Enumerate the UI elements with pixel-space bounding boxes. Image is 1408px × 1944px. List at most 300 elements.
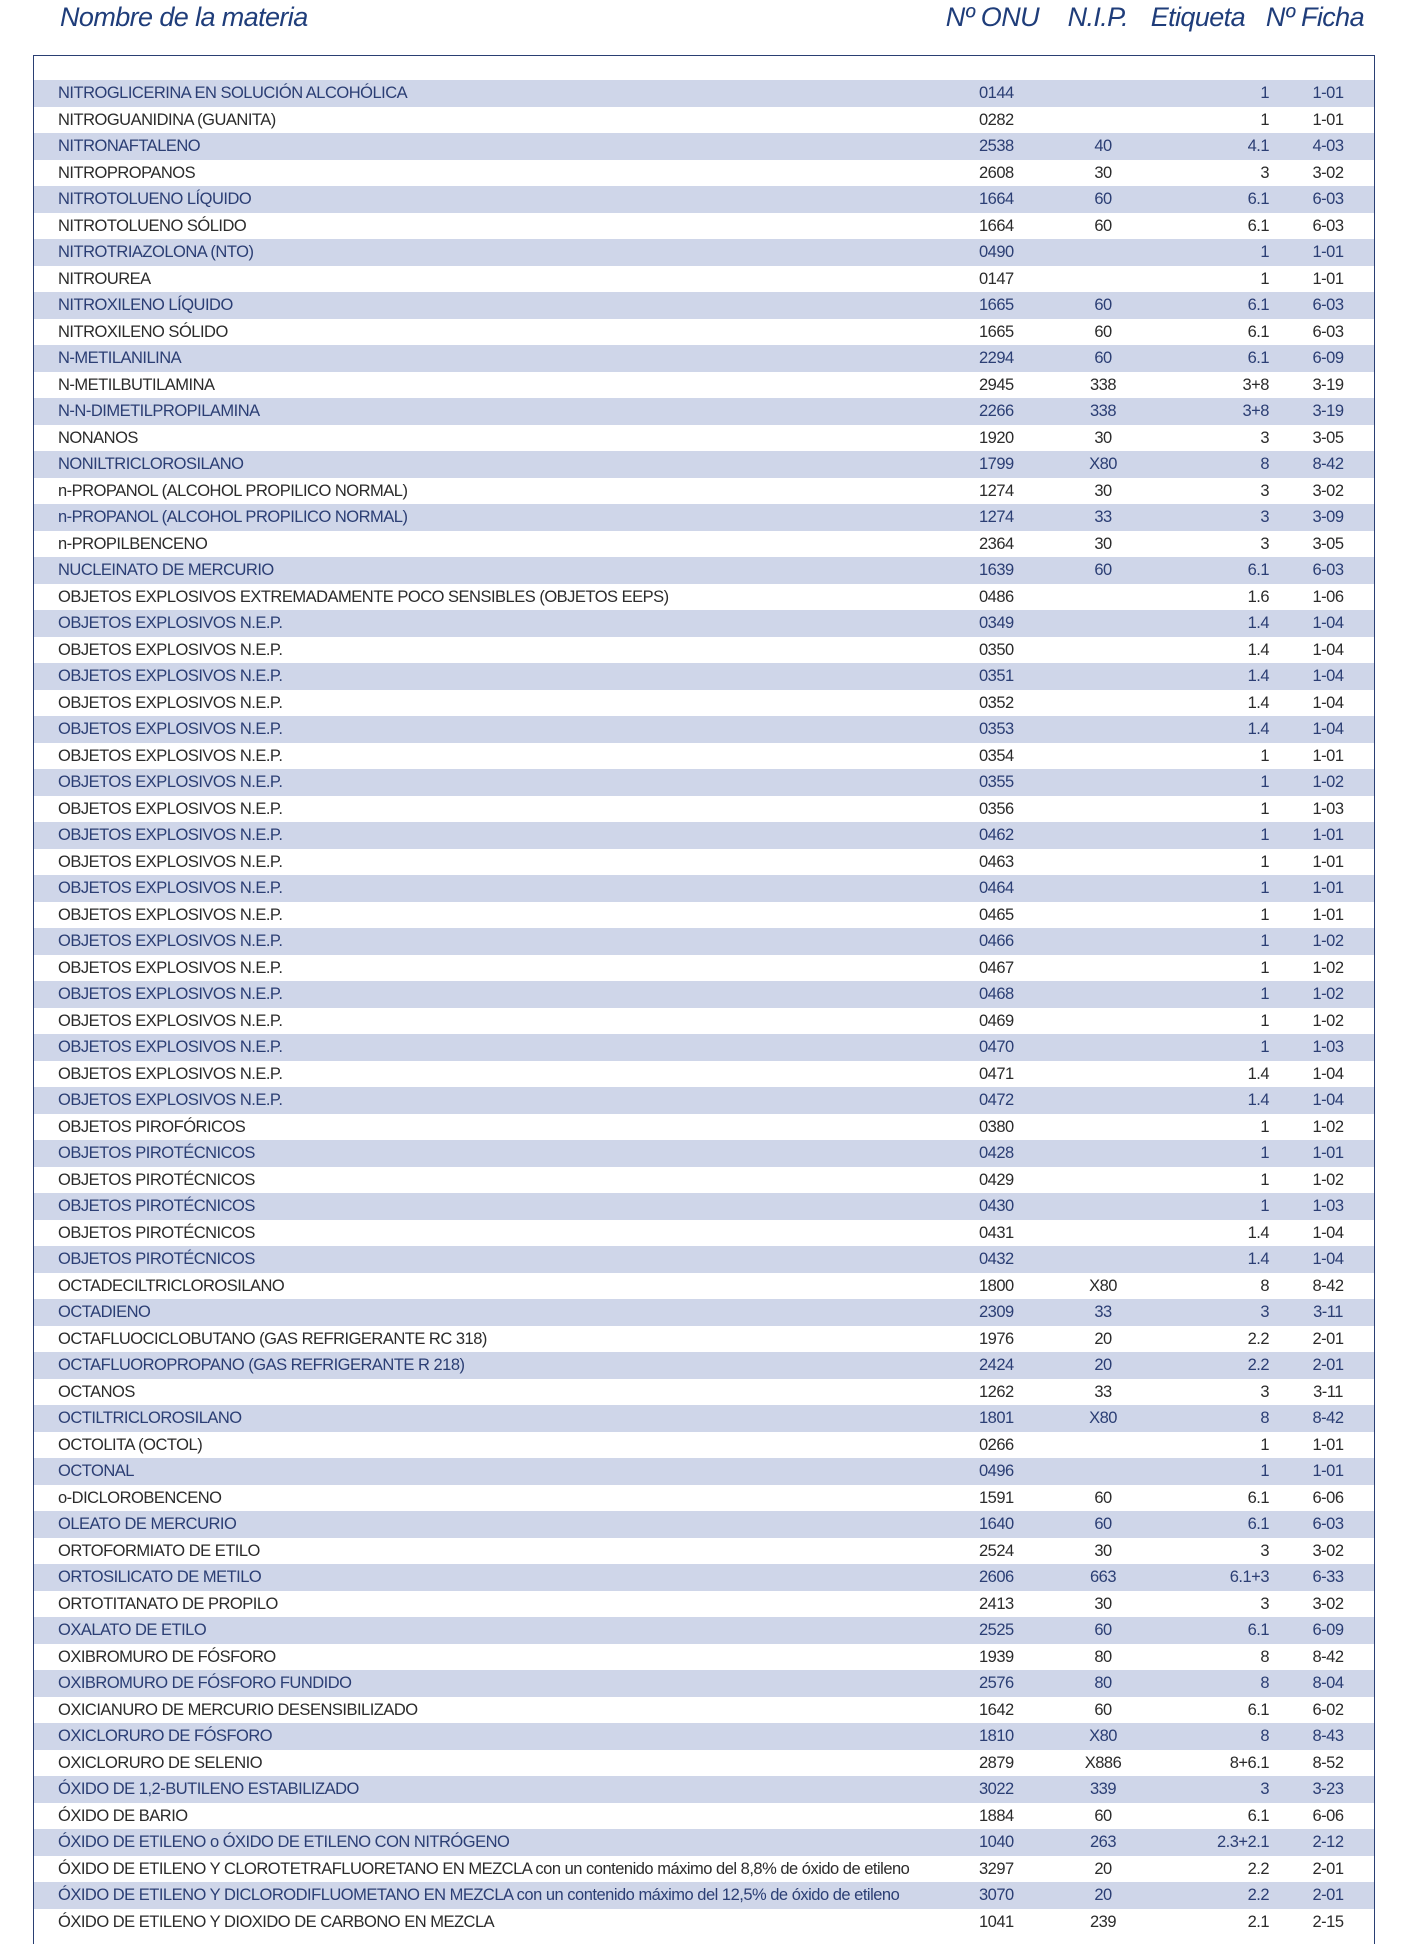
cell-ficha: 1-01 <box>1312 826 1344 844</box>
cell-onu: 0467 <box>979 958 1014 977</box>
table-row <box>34 292 1374 319</box>
cell-ficha: 6-06 <box>1312 1806 1344 1825</box>
cell-onu: 3022 <box>979 1780 1014 1798</box>
table-row <box>34 1591 1374 1618</box>
cell-etiqueta: 1 <box>1260 852 1269 871</box>
cell-onu: 0429 <box>979 1170 1014 1189</box>
cell-nombre: OBJETOS EXPLOSIVOS N.E.P. <box>58 932 283 950</box>
table-row <box>34 213 1374 240</box>
cell-etiqueta: 1 <box>1260 799 1269 818</box>
cell-ficha: 1-01 <box>1312 746 1344 765</box>
cell-nip: 60 <box>1094 349 1112 367</box>
cell-etiqueta: 3 <box>1260 163 1269 182</box>
cell-onu: 0486 <box>979 587 1014 606</box>
cell-nip: 60 <box>1094 322 1112 341</box>
cell-nip: 33 <box>1094 1382 1112 1401</box>
cell-onu: 0463 <box>979 852 1014 871</box>
table-row <box>34 1750 1374 1777</box>
cell-onu: 0350 <box>979 640 1014 659</box>
cell-nombre: OBJETOS EXPLOSIVOS N.E.P. <box>58 985 283 1003</box>
cell-nombre: OBJETOS EXPLOSIVOS EXTREMADAMENTE POCO SENSIBLES (OBJETOS EEPS) <box>58 587 669 606</box>
cell-etiqueta: 3 <box>1260 1594 1269 1613</box>
table-row <box>34 1511 1374 1538</box>
cell-nombre: NITROXILENO LÍQUIDO <box>58 296 233 314</box>
cell-nombre: OBJETOS EXPLOSIVOS N.E.P. <box>58 826 283 844</box>
cell-nombre: n-PROPILBENCENO <box>58 534 208 553</box>
cell-onu: 1799 <box>979 455 1014 473</box>
cell-nombre: OBJETOS PIROTÉCNICOS <box>58 1197 255 1215</box>
cell-nombre: ORTOFORMIATO DE ETILO <box>58 1541 260 1560</box>
table-row <box>34 1379 1374 1406</box>
cell-onu: 1591 <box>979 1488 1014 1507</box>
cell-onu: 1642 <box>979 1700 1014 1719</box>
table-row <box>34 1167 1374 1194</box>
cell-onu: 0470 <box>979 1038 1014 1056</box>
cell-nombre: OBJETOS EXPLOSIVOS N.E.P. <box>58 879 283 897</box>
cell-ficha: 3-11 <box>1313 1382 1343 1401</box>
cell-nombre: OCTILTRICLOROSILANO <box>58 1409 242 1427</box>
table-row <box>34 1670 1374 1697</box>
cell-ficha: 1-04 <box>1312 614 1344 632</box>
cell-nip: 30 <box>1094 1541 1112 1560</box>
cell-nombre: N-METILBUTILAMINA <box>58 375 215 394</box>
cell-ficha: 1-01 <box>1312 269 1344 288</box>
cell-etiqueta: 3 <box>1260 1780 1269 1798</box>
table-frame <box>33 55 1375 1944</box>
table-row <box>34 425 1374 452</box>
cell-onu: 0355 <box>979 773 1014 791</box>
cell-nombre: OBJETOS EXPLOSIVOS N.E.P. <box>58 746 283 765</box>
cell-etiqueta: 1.4 <box>1247 640 1269 659</box>
cell-etiqueta: 6.1 <box>1247 1700 1269 1719</box>
cell-onu: 1640 <box>979 1515 1014 1533</box>
cell-onu: 0352 <box>979 693 1014 712</box>
cell-ficha: 1-02 <box>1312 773 1344 791</box>
cell-etiqueta: 8 <box>1260 1727 1269 1745</box>
cell-etiqueta: 1.4 <box>1247 720 1269 738</box>
cell-ficha: 6-06 <box>1312 1488 1344 1507</box>
cell-etiqueta: 8 <box>1260 1276 1269 1295</box>
cell-nip: 40 <box>1094 137 1112 155</box>
cell-etiqueta: 1 <box>1260 826 1269 844</box>
cell-ficha: 6-03 <box>1312 322 1344 341</box>
cell-nombre: OBJETOS EXPLOSIVOS N.E.P. <box>58 693 283 712</box>
cell-nip: 30 <box>1094 481 1112 500</box>
cell-etiqueta: 6.1 <box>1247 1806 1269 1825</box>
cell-ficha: 1-01 <box>1312 243 1344 261</box>
cell-ficha: 1-03 <box>1312 799 1344 818</box>
cell-etiqueta: 1.6 <box>1247 587 1269 606</box>
cell-ficha: 1-02 <box>1312 1117 1344 1136</box>
cell-etiqueta: 1 <box>1260 1038 1269 1056</box>
table-row <box>34 1644 1374 1671</box>
cell-ficha: 1-04 <box>1312 1064 1344 1083</box>
cell-ficha: 2-01 <box>1312 1859 1344 1878</box>
cell-nip: 60 <box>1094 1621 1112 1639</box>
cell-nombre: OXICLORURO DE SELENIO <box>58 1753 263 1772</box>
table-row <box>34 743 1374 770</box>
cell-etiqueta: 3 <box>1260 1382 1269 1401</box>
cell-nombre: OBJETOS PIROFÓRICOS <box>58 1117 246 1136</box>
cell-nombre: NITRONAFTALENO <box>58 137 201 155</box>
cell-ficha: 6-03 <box>1312 216 1344 235</box>
cell-onu: 0472 <box>979 1091 1014 1109</box>
cell-nombre: OCTAFLUOROPROPANO (GAS REFRIGERANTE R 218) <box>58 1356 465 1374</box>
table-row <box>34 1326 1374 1353</box>
cell-ficha: 3-02 <box>1312 1594 1344 1613</box>
cell-onu: 0466 <box>979 932 1014 950</box>
cell-nombre: OBJETOS PIROTÉCNICOS <box>58 1223 255 1242</box>
cell-onu: 0351 <box>979 667 1014 685</box>
cell-etiqueta: 6.1 <box>1247 296 1269 314</box>
table-row <box>34 557 1374 584</box>
cell-etiqueta: 1 <box>1260 1462 1269 1480</box>
cell-nip: 20 <box>1094 1859 1112 1878</box>
cell-nombre: OBJETOS PIROTÉCNICOS <box>58 1144 255 1162</box>
cell-nip: 30 <box>1094 428 1112 447</box>
cell-onu: 0432 <box>979 1250 1014 1268</box>
cell-nip: X886 <box>1084 1753 1122 1772</box>
cell-onu: 2879 <box>979 1753 1014 1772</box>
cell-onu: 1976 <box>979 1329 1014 1348</box>
cell-nombre: NITROXILENO SÓLIDO <box>58 322 228 341</box>
cell-nip: 60 <box>1094 1488 1112 1507</box>
cell-etiqueta: 6.1+3 <box>1229 1568 1269 1586</box>
table-row <box>34 1140 1374 1167</box>
cell-nip: X80 <box>1089 1727 1117 1745</box>
table-row <box>34 345 1374 372</box>
cell-onu: 0490 <box>979 243 1014 261</box>
cell-onu: 2413 <box>979 1594 1014 1613</box>
cell-ficha: 1-01 <box>1312 905 1344 924</box>
cell-nip: 338 <box>1089 375 1117 394</box>
cell-etiqueta: 8 <box>1260 455 1269 473</box>
cell-nombre: OBJETOS EXPLOSIVOS N.E.P. <box>58 799 283 818</box>
table-row <box>34 1432 1374 1459</box>
cell-ficha: 3-19 <box>1312 375 1344 394</box>
cell-onu: 2294 <box>979 349 1014 367</box>
table-row <box>34 160 1374 187</box>
cell-etiqueta: 6.1 <box>1247 1488 1269 1507</box>
cell-onu: 1920 <box>979 428 1014 447</box>
cell-onu: 2538 <box>979 137 1014 155</box>
cell-ficha: 1-02 <box>1312 958 1344 977</box>
table-row <box>34 1617 1374 1644</box>
cell-nombre: ORTOSILICATO DE METILO <box>58 1568 262 1586</box>
cell-ficha: 6-09 <box>1312 1621 1344 1639</box>
cell-onu: 1041 <box>979 1912 1014 1931</box>
cell-nombre: OBJETOS EXPLOSIVOS N.E.P. <box>58 640 283 659</box>
table-row <box>34 1193 1374 1220</box>
cell-nip: 20 <box>1094 1356 1112 1374</box>
table-row <box>34 372 1374 399</box>
cell-nombre: NITROGLICERINA EN SOLUCIÓN ALCOHÓLICA <box>58 84 408 102</box>
cell-nip: 33 <box>1094 1303 1112 1321</box>
cell-ficha: 1-02 <box>1312 932 1344 950</box>
cell-ficha: 6-03 <box>1312 296 1344 314</box>
cell-nip: 60 <box>1094 1700 1112 1719</box>
cell-nombre: NUCLEINATO DE MERCURIO <box>58 561 274 579</box>
table-row <box>34 1405 1374 1432</box>
cell-ficha: 3-02 <box>1312 481 1344 500</box>
cell-ficha: 1-01 <box>1312 1435 1344 1454</box>
cell-onu: 0380 <box>979 1117 1014 1136</box>
table-row <box>34 478 1374 505</box>
cell-onu: 2266 <box>979 402 1014 420</box>
cell-nip: 60 <box>1094 190 1112 208</box>
table-row <box>34 1882 1374 1909</box>
cell-nombre: OBJETOS EXPLOSIVOS N.E.P. <box>58 852 283 871</box>
cell-ficha: 1-01 <box>1312 879 1344 897</box>
cell-nombre: OBJETOS PIROTÉCNICOS <box>58 1250 255 1268</box>
cell-ficha: 8-52 <box>1312 1753 1344 1772</box>
cell-ficha: 1-01 <box>1312 84 1344 102</box>
cell-ficha: 2-01 <box>1312 1356 1344 1374</box>
cell-nip: 33 <box>1094 508 1112 526</box>
table-row <box>34 928 1374 955</box>
cell-ficha: 3-02 <box>1312 1541 1344 1560</box>
cell-ficha: 1-04 <box>1312 667 1344 685</box>
table-row <box>34 849 1374 876</box>
cell-nombre: OXICIANURO DE MERCURIO DESENSIBILIZADO <box>58 1700 418 1719</box>
cell-onu: 0144 <box>979 84 1014 102</box>
cell-ficha: 6-09 <box>1312 349 1344 367</box>
cell-onu: 1664 <box>979 190 1014 208</box>
cell-ficha: 6-03 <box>1312 1515 1344 1533</box>
table-row <box>34 1829 1374 1856</box>
table-row <box>34 1246 1374 1273</box>
cell-ficha: 6-02 <box>1312 1700 1344 1719</box>
cell-ficha: 2-15 <box>1312 1912 1344 1931</box>
cell-etiqueta: 1.4 <box>1247 614 1269 632</box>
table-row <box>34 663 1374 690</box>
cell-nombre: ÓXIDO DE 1,2-BUTILENO ESTABILIZADO <box>58 1780 359 1798</box>
cell-nip: 30 <box>1094 534 1112 553</box>
cell-ficha: 1-04 <box>1312 720 1344 738</box>
cell-onu: 1274 <box>979 508 1014 526</box>
cell-nombre: OLEATO DE MERCURIO <box>58 1515 237 1533</box>
cell-ficha: 3-05 <box>1312 428 1344 447</box>
cell-nombre: OBJETOS EXPLOSIVOS N.E.P. <box>58 1064 283 1083</box>
cell-nombre: ÓXIDO DE ETILENO Y CLOROTETRAFLUORETANO EN MEZCLA con un contenido máximo del 8,8% de óxido de etileno <box>58 1859 910 1878</box>
cell-ficha: 8-43 <box>1312 1727 1344 1745</box>
cell-nombre: OBJETOS PIROTÉCNICOS <box>58 1170 255 1189</box>
table-row <box>34 531 1374 558</box>
table-row <box>34 981 1374 1008</box>
table-row <box>34 1458 1374 1485</box>
cell-ficha: 8-42 <box>1312 1647 1344 1666</box>
cell-etiqueta: 3 <box>1260 1541 1269 1560</box>
cell-nombre: NITROTOLUENO SÓLIDO <box>58 216 247 235</box>
cell-nombre: NITROUREA <box>58 269 151 288</box>
cell-ficha: 3-02 <box>1312 163 1344 182</box>
table-row <box>34 504 1374 531</box>
cell-etiqueta: 1 <box>1260 243 1269 261</box>
cell-etiqueta: 1 <box>1260 1144 1269 1162</box>
cell-etiqueta: 6.1 <box>1247 561 1269 579</box>
cell-etiqueta: 6.1 <box>1247 1515 1269 1533</box>
cell-ficha: 1-01 <box>1312 110 1344 129</box>
cell-onu: 0431 <box>979 1223 1014 1242</box>
cell-nombre: OXIBROMURO DE FÓSFORO <box>58 1647 276 1666</box>
cell-etiqueta: 3 <box>1260 508 1269 526</box>
table-row <box>34 1061 1374 1088</box>
cell-nip: 339 <box>1089 1780 1117 1798</box>
cell-onu: 2524 <box>979 1541 1014 1560</box>
cell-onu: 2364 <box>979 534 1014 553</box>
column-header-etiqueta: Etiqueta <box>1150 2 1245 32</box>
cell-nip: 60 <box>1094 216 1112 235</box>
cell-nip: 60 <box>1094 561 1112 579</box>
cell-onu: 3297 <box>979 1859 1014 1878</box>
cell-etiqueta: 8 <box>1260 1409 1269 1427</box>
cell-etiqueta: 4.1 <box>1247 137 1269 155</box>
table-row <box>34 1723 1374 1750</box>
cell-onu: 0462 <box>979 826 1014 844</box>
cell-nombre: NONILTRICLOROSILANO <box>58 455 244 473</box>
table-body <box>34 80 1374 1935</box>
cell-onu: 2525 <box>979 1621 1014 1639</box>
cell-ficha: 1-03 <box>1312 1038 1344 1056</box>
cell-etiqueta: 2.1 <box>1247 1912 1269 1931</box>
cell-onu: 0356 <box>979 799 1014 818</box>
cell-nombre: OBJETOS EXPLOSIVOS N.E.P. <box>58 1038 283 1056</box>
cell-onu: 1665 <box>979 322 1014 341</box>
cell-etiqueta: 1.4 <box>1247 1064 1269 1083</box>
cell-etiqueta: 6.1 <box>1247 1621 1269 1639</box>
cell-nombre: NITROPROPANOS <box>58 163 196 182</box>
cell-onu: 0354 <box>979 746 1014 765</box>
cell-nombre: OCTADIENO <box>58 1303 151 1321</box>
table-row <box>34 133 1374 160</box>
table-row <box>34 1564 1374 1591</box>
cell-nip: 338 <box>1089 402 1117 420</box>
cell-nombre: OXIBROMURO DE FÓSFORO FUNDIDO <box>58 1674 352 1692</box>
cell-etiqueta: 2.2 <box>1247 1859 1269 1878</box>
cell-nombre: OBJETOS EXPLOSIVOS N.E.P. <box>58 958 283 977</box>
cell-etiqueta: 1 <box>1260 1197 1269 1215</box>
cell-ficha: 1-02 <box>1312 1170 1344 1189</box>
cell-ficha: 8-42 <box>1312 1409 1344 1427</box>
cell-ficha: 2-01 <box>1312 1886 1344 1904</box>
cell-onu: 2608 <box>979 163 1014 182</box>
cell-onu: 1262 <box>979 1382 1014 1401</box>
table-row <box>34 1008 1374 1035</box>
cell-nombre: OBJETOS EXPLOSIVOS N.E.P. <box>58 720 283 738</box>
table-row <box>34 584 1374 611</box>
cell-etiqueta: 3 <box>1260 481 1269 500</box>
table-row <box>34 1803 1374 1830</box>
cell-nombre: OBJETOS EXPLOSIVOS N.E.P. <box>58 773 283 791</box>
cell-etiqueta: 3+8 <box>1242 375 1269 394</box>
cell-etiqueta: 1 <box>1260 1117 1269 1136</box>
cell-nombre: OCTADECILTRICLOROSILANO <box>58 1276 285 1295</box>
cell-nombre: N-N-DIMETILPROPILAMINA <box>58 402 260 420</box>
cell-etiqueta: 6.1 <box>1247 216 1269 235</box>
cell-onu: 0430 <box>979 1197 1014 1215</box>
table-row <box>34 610 1374 637</box>
cell-ficha: 2-12 <box>1312 1833 1344 1851</box>
cell-nombre: OCTAFLUOCICLOBUTANO (GAS REFRIGERANTE RC 318) <box>58 1329 487 1348</box>
cell-etiqueta: 1 <box>1260 879 1269 897</box>
cell-etiqueta: 3+8 <box>1242 402 1269 420</box>
cell-nip: 80 <box>1094 1674 1112 1692</box>
table-row <box>34 186 1374 213</box>
cell-etiqueta: 1 <box>1260 746 1269 765</box>
cell-nombre: ORTOTITANATO DE PROPILO <box>58 1594 278 1613</box>
table-row <box>34 239 1374 266</box>
cell-onu: 1664 <box>979 216 1014 235</box>
cell-onu: 1639 <box>979 561 1014 579</box>
table-row <box>34 796 1374 823</box>
cell-ficha: 1-02 <box>1312 1011 1344 1030</box>
cell-ficha: 1-01 <box>1312 1462 1344 1480</box>
cell-etiqueta: 1 <box>1260 1011 1269 1030</box>
cell-ficha: 2-01 <box>1312 1329 1344 1348</box>
cell-etiqueta: 1 <box>1260 985 1269 1003</box>
cell-onu: 0282 <box>979 110 1014 129</box>
cell-onu: 0468 <box>979 985 1014 1003</box>
cell-etiqueta: 1 <box>1260 110 1269 129</box>
cell-onu: 0349 <box>979 614 1014 632</box>
cell-etiqueta: 1 <box>1260 1435 1269 1454</box>
cell-nip: 20 <box>1094 1329 1112 1348</box>
cell-ficha: 1-04 <box>1312 1091 1344 1109</box>
cell-nombre: OBJETOS EXPLOSIVOS N.E.P. <box>58 1011 283 1030</box>
cell-ficha: 1-04 <box>1312 1223 1344 1242</box>
table-row <box>34 1776 1374 1803</box>
cell-etiqueta: 1.4 <box>1247 1091 1269 1109</box>
cell-onu: 1939 <box>979 1647 1014 1666</box>
cell-nip: 60 <box>1094 1515 1112 1533</box>
cell-onu: 0464 <box>979 879 1014 897</box>
cell-ficha: 1-04 <box>1312 1250 1344 1268</box>
cell-nombre: OCTONAL <box>58 1462 134 1480</box>
cell-ficha: 1-01 <box>1312 1144 1344 1162</box>
cell-nombre: OBJETOS EXPLOSIVOS N.E.P. <box>58 667 283 685</box>
cell-etiqueta: 1 <box>1260 958 1269 977</box>
cell-etiqueta: 1 <box>1260 1170 1269 1189</box>
cell-nip: 80 <box>1094 1647 1112 1666</box>
cell-ficha: 1-04 <box>1312 693 1344 712</box>
cell-nombre: o-DICLOROBENCENO <box>58 1488 222 1507</box>
cell-nombre: OCTANOS <box>58 1382 135 1401</box>
table-row <box>34 1856 1374 1883</box>
cell-etiqueta: 8+6.1 <box>1229 1753 1269 1772</box>
table-row <box>34 1485 1374 1512</box>
column-header-ficha: Nº Ficha <box>1265 2 1364 32</box>
table-row <box>34 1697 1374 1724</box>
cell-onu: 0147 <box>979 269 1014 288</box>
cell-etiqueta: 1 <box>1260 269 1269 288</box>
table-row <box>34 319 1374 346</box>
cell-onu: 0353 <box>979 720 1014 738</box>
cell-onu: 2606 <box>979 1568 1014 1586</box>
table-row <box>34 1273 1374 1300</box>
cell-onu: 2424 <box>979 1356 1014 1374</box>
cell-nombre: OXALATO DE ETILO <box>58 1621 207 1639</box>
cell-nombre: ÓXIDO DE BARIO <box>58 1806 188 1825</box>
cell-nip: 20 <box>1094 1886 1112 1904</box>
cell-nip: X80 <box>1089 455 1117 473</box>
cell-nombre: OBJETOS EXPLOSIVOS N.E.P. <box>58 905 283 924</box>
cell-etiqueta: 1 <box>1260 84 1269 102</box>
cell-nip: 60 <box>1094 1806 1112 1825</box>
cell-ficha: 3-23 <box>1312 1780 1344 1798</box>
cell-onu: 1884 <box>979 1806 1014 1825</box>
cell-onu: 3070 <box>979 1886 1014 1904</box>
cell-etiqueta: 1.4 <box>1247 693 1269 712</box>
